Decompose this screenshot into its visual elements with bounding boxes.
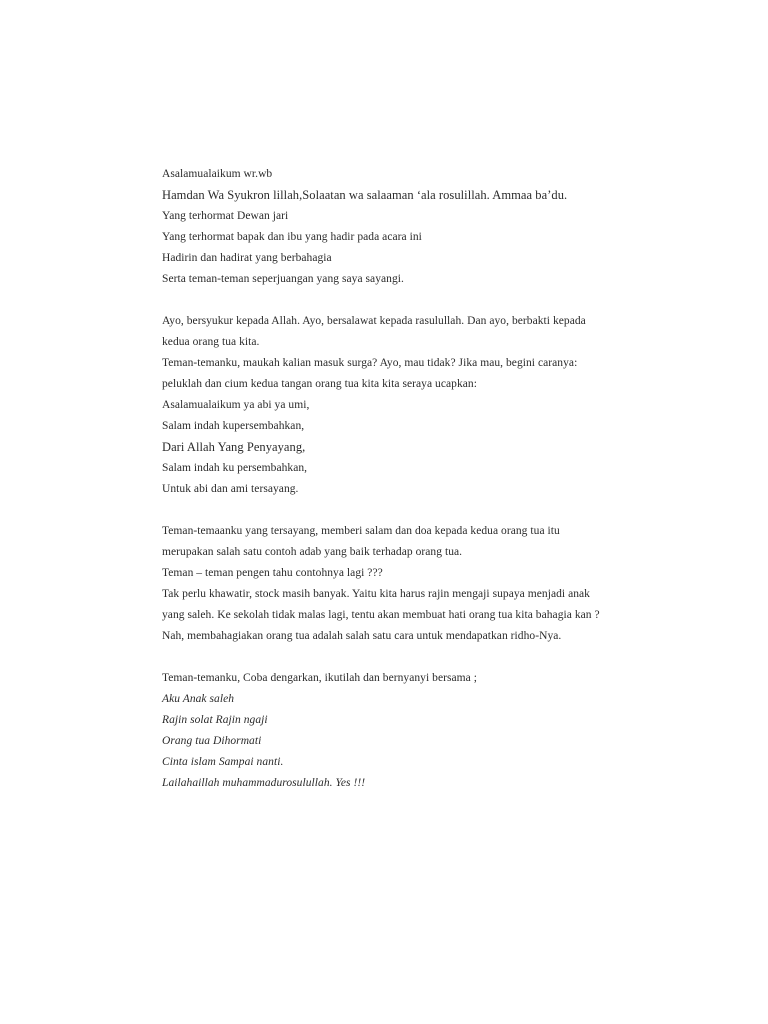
paragraph-one bbox=[162, 311, 632, 500]
text-line: Teman-temaanku yang tersayang, memberi salam dan doa kepada kedua orang tua itu bbox=[162, 525, 560, 537]
text-line: Ayo, bersyukur kepada Allah. Ayo, bersalawat kepada rasulullah. Dan ayo, berbakti kepada bbox=[162, 315, 586, 327]
text-line: Salam indah kupersembahkan, bbox=[162, 420, 305, 432]
text-line: Dari Allah Yang Penyayang, bbox=[162, 440, 306, 454]
address-line: Yang terhormat Dewan jari bbox=[162, 210, 289, 222]
song-line: Lailahaillah muhammadurosulullah. Yes !!! bbox=[162, 777, 366, 789]
paragraph-gap bbox=[162, 500, 632, 521]
address-line: Hadirin dan hadirat yang berbahagia bbox=[162, 252, 332, 264]
paragraph-gap bbox=[162, 647, 632, 668]
text-line: Teman-temanku, maukah kalian masuk surga? Ayo, mau tidak? Jika mau, begini caranya: bbox=[162, 357, 578, 369]
text-line: Asalamualaikum ya abi ya umi, bbox=[162, 399, 310, 411]
opening-praise-line: Hamdan Wa Syukron lillah,Solaatan wa salaaman ‘ala rosulillah. Ammaa ba’du. bbox=[162, 188, 568, 202]
paragraph-gap bbox=[162, 290, 632, 311]
text-line: Salam indah ku persembahkan, bbox=[162, 462, 308, 474]
song-line: Aku Anak saleh bbox=[162, 693, 235, 705]
speech-text bbox=[162, 164, 632, 794]
song-intro: Teman-temanku, Coba dengarkan, ikutilah dan bernyanyi bersama ; bbox=[162, 672, 477, 684]
text-line: peluklah dan cium kedua tangan orang tua kita kita seraya ucapkan: bbox=[162, 378, 477, 390]
address-line: Yang terhormat bapak dan ibu yang hadir pada acara ini bbox=[162, 231, 422, 243]
text-line: yang saleh. Ke sekolah tidak malas lagi, tentu akan membuat hati orang tua kita bahagia kan ? bbox=[162, 609, 600, 621]
song-section bbox=[162, 668, 632, 794]
text-line: Nah, membahagiakan orang tua adalah salah satu cara untuk mendapatkan ridho-Nya. bbox=[162, 630, 562, 642]
text-line: merupakan salah satu contoh adab yang baik terhadap orang tua. bbox=[162, 546, 463, 558]
text-line: kedua orang tua kita. bbox=[162, 336, 260, 348]
opening-section bbox=[162, 164, 632, 290]
song-line: Rajin solat Rajin ngaji bbox=[162, 714, 268, 726]
paragraph-two bbox=[162, 521, 632, 647]
song-line: Orang tua Dihormati bbox=[162, 735, 262, 747]
address-line: Serta teman-teman seperjuangan yang saya sayangi. bbox=[162, 273, 404, 285]
song-line: Cinta islam Sampai nanti. bbox=[162, 756, 284, 768]
text-line: Teman – teman pengen tahu contohnya lagi ??? bbox=[162, 567, 383, 579]
text-line: Untuk abi dan ami tersayang. bbox=[162, 483, 299, 495]
text-line: Tak perlu khawatir, stock masih banyak. Yaitu kita harus rajin mengaji supaya menjadi anak bbox=[162, 588, 590, 600]
greeting-line: Asalamualaikum wr.wb bbox=[162, 168, 273, 180]
